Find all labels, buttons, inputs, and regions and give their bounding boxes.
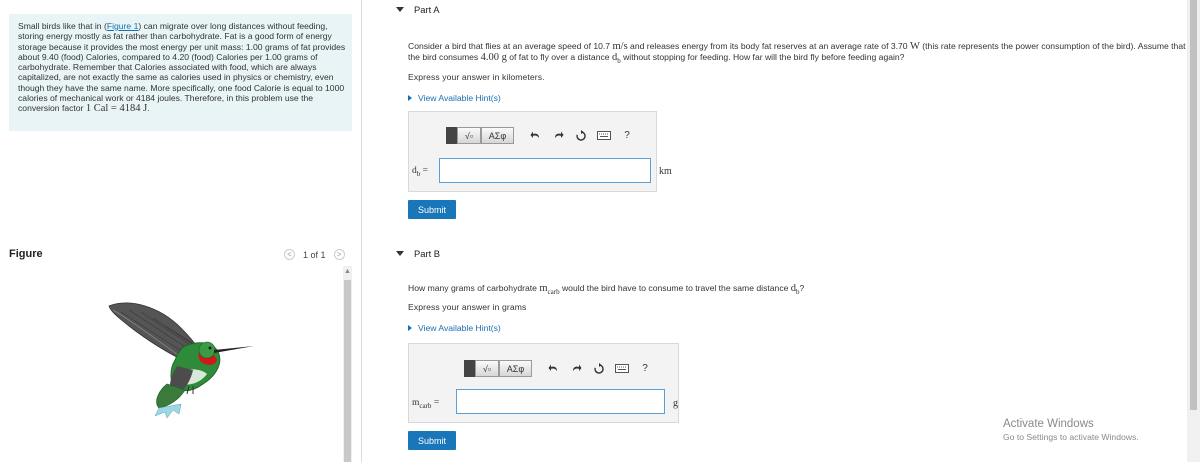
part-a-express: Express your answer in kilometers. (408, 72, 545, 82)
distance-var-b-symbol: d (790, 283, 797, 294)
carb-mass-var (539, 283, 560, 297)
undo-icon[interactable] (526, 127, 544, 144)
help-icon[interactable]: ? (642, 363, 648, 374)
redo-icon[interactable] (549, 127, 567, 144)
page-scroll-thumb[interactable] (1190, 0, 1197, 410)
part-a-label-eq: = (420, 166, 428, 176)
part-b-question (408, 283, 1188, 298)
part-b-answer-label (412, 398, 439, 410)
part-b-header[interactable] (396, 248, 440, 259)
keyboard-icon[interactable] (613, 360, 631, 377)
panel-divider (361, 0, 362, 462)
part-a-hint-label[interactable]: View Available Hint(s) (418, 93, 501, 103)
activation-watermark (1003, 418, 1139, 442)
collapse-part-a-icon[interactable] (396, 7, 404, 12)
figure-pager (284, 249, 345, 260)
part-a-toolbar (446, 127, 636, 144)
part-a-label-sub: b (416, 169, 421, 178)
part-a-unit: km (659, 166, 672, 177)
power-unit: W (909, 41, 920, 52)
intro-panel (9, 14, 352, 131)
collapse-part-b-icon[interactable] (396, 251, 404, 256)
figure-link[interactable]: Figure 1 (106, 21, 139, 31)
help-icon[interactable]: ? (624, 130, 630, 141)
templates-button-b[interactable]: √ ▫ (475, 360, 499, 377)
distance-var (611, 52, 621, 66)
part-a-q2: and releases energy from its body fat reserves at an average rate of 3.70 (627, 41, 910, 51)
templates-label-b: √ (482, 363, 488, 374)
part-a-q1: Consider a bird that flies at an average speed of 10.7 (408, 41, 613, 51)
part-b-q2: would the bird have to consume to travel the same distance (559, 283, 791, 293)
figure-title: Figure (9, 248, 43, 260)
part-b-label-symbol: m (412, 398, 420, 408)
watermark-subtitle: Go to Settings to activate Windows. (1003, 432, 1139, 442)
part-b-q3: ? (799, 283, 805, 293)
figure-pager-text: 1 of 1 (303, 249, 326, 260)
undo-icon[interactable] (544, 360, 562, 377)
expand-hint-icon[interactable] (408, 95, 412, 101)
carb-mass-var-sub: carb (547, 288, 560, 297)
part-b-title: Part B (414, 248, 441, 259)
prev-figure-button[interactable]: < (284, 249, 295, 260)
part-b-unit: g (673, 398, 678, 409)
hummingbird-beak (214, 346, 254, 353)
redo-icon[interactable] (567, 360, 585, 377)
distance-var-b (790, 283, 800, 297)
intro-text (18, 21, 352, 115)
part-a-submit-button[interactable]: Submit (408, 200, 456, 219)
speed-unit: m/s (612, 41, 628, 52)
part-b-label-eq: = (431, 398, 440, 408)
templates-sep-icon-b[interactable] (464, 360, 475, 377)
figure-area (9, 266, 344, 462)
intro-text-end: . (147, 103, 150, 114)
part-b-label-sub: carb (419, 401, 432, 410)
part-a-q3: (this rate represents the power consumption of the bird). Assume that the bird consumes (408, 41, 1186, 62)
greek-symbols-button-b[interactable]: ΑΣφ (499, 360, 532, 377)
part-b-toolbar (464, 360, 654, 377)
part-a-answer-input[interactable] (439, 158, 651, 183)
fat-mass: 4.00 g (480, 52, 507, 63)
distance-var-b-sub: b (796, 288, 800, 297)
intro-text-body: ) can migrate over long distances without feeding, storing energy mostly as fat rather than carbohydrate. Fat is a good form of energy storage because it provides the most energy per unit mass: 1.00 grams of fat provides about 9.40 (food) Calories, compared to 4.20 (food) Calories per 1.00 grams of carbohydrate. Remember that Calories associated with food, which are always capitalized, are not exactly the same as calories used in physics or chemistry, even though they have the same name. More specifically, one food Calorie is equal to 1000 calories of mechanical work or 4184 joules. Therefore, in this problem use the conversion factor (18, 21, 346, 114)
carb-mass-var-symbol: m (539, 283, 548, 294)
scroll-up-icon[interactable]: ▲ (344, 268, 351, 275)
expand-hint-icon-b[interactable] (408, 325, 412, 331)
distance-var-sub: b (617, 57, 621, 66)
part-a-question (408, 41, 1188, 67)
part-a-q4: of fat to fly over a distance (506, 52, 612, 62)
figure-scroll-thumb[interactable] (344, 280, 351, 462)
part-b-answer-input[interactable] (456, 389, 665, 414)
part-b-hint-label[interactable]: View Available Hint(s) (418, 323, 501, 333)
part-b-q1: How many grams of carbohydrate (408, 283, 540, 293)
reset-icon[interactable] (590, 360, 608, 377)
part-b-express: Express your answer in grams (408, 302, 527, 312)
hummingbird-image (9, 266, 344, 462)
part-a-label-symbol: d (412, 166, 417, 176)
part-b-submit-button[interactable]: Submit (408, 431, 456, 450)
part-a-answer-label (412, 166, 428, 178)
reset-icon[interactable] (572, 127, 590, 144)
watermark-title: Activate Windows (1003, 418, 1094, 430)
part-a-title: Part A (414, 4, 440, 15)
part-a-q5: without stopping for feeding. How far will the bird fly before feeding again? (620, 52, 905, 62)
figure-scrollbar[interactable] (343, 266, 352, 462)
conversion-factor: 1 Cal = 4184 J (85, 103, 148, 115)
part-b-hint-toggle[interactable] (408, 323, 501, 333)
greek-symbols-button[interactable]: ΑΣφ (481, 127, 514, 144)
part-a-header[interactable] (396, 4, 440, 15)
distance-var-symbol: d (611, 52, 618, 63)
templates-sep-icon[interactable] (446, 127, 457, 144)
keyboard-icon[interactable] (595, 127, 613, 144)
intro-text-start: Small birds like that in ( (18, 21, 107, 31)
page-scrollbar[interactable] (1187, 0, 1200, 462)
templates-label: √ (464, 130, 470, 141)
part-a-hint-toggle[interactable] (408, 93, 501, 103)
templates-button[interactable]: √ ▫ (457, 127, 481, 144)
next-figure-button[interactable]: > (334, 249, 345, 260)
